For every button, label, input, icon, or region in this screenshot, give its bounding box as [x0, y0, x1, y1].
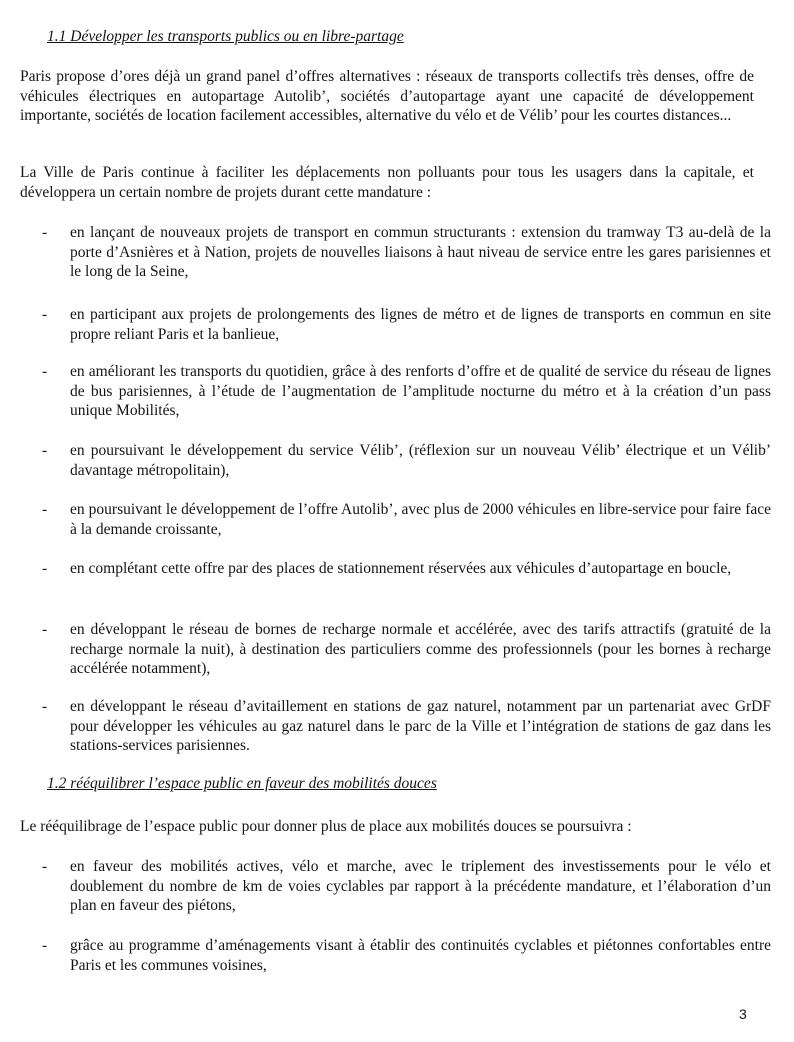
bullet-dash: -: [42, 858, 48, 875]
list-item-text: en développant le réseau de bornes de recharge normale et accélérée, avec des tarifs attractifs (gratuité de la recharge normale la nuit), à destination des particuliers comme des professionnels (pour les bornes à recharge accélérée notamment),: [70, 621, 771, 677]
bullet-dash: -: [42, 224, 48, 241]
list-item-text: en lançant de nouveaux projets de transport en commun structurants : extension du tramway T3 au-delà de la porte d’Asnières et à Nation, projets de nouvelles liaisons à haut niveau de service entre les gares parisiennes et le long de la Seine,: [70, 224, 771, 280]
bullet-dash: -: [42, 363, 48, 380]
intro-paragraph-1: Paris propose d’ores déjà un grand panel d’offres alternatives : réseaux de transports collectifs très denses, offre de véhicules électriques en autopartage Autolib’, sociétés d’autopartage ayant une capacité de développement importante, sociétés de location facilement accessibles, alternative du vélo et de Vélib’ pour les courtes distances...: [20, 68, 754, 124]
list-item-text: en poursuivant le développement du service Vélib’, (réflexion sur un nouveau Vélib’ électrique et un Vélib’ davantage métropolitain),: [70, 442, 771, 479]
section-heading-1-2: 1.2 rééquilibrer l’espace public en faveur des mobilités douces: [47, 775, 437, 792]
list-item-text: en développant le réseau d’avitaillement en stations de gaz naturel, notamment par un partenariat avec GrDF pour développer les véhicules au gaz naturel dans le parc de la Ville et l’intégration de stations de gaz dans les stations-services parisiennes.: [70, 698, 771, 754]
list-item-text: en complétant cette offre par des places de stationnement réservées aux véhicules d’autopartage en boucle,: [70, 560, 732, 577]
section-heading-1-1: 1.1 Développer les transports publics ou en libre-partage: [47, 28, 404, 45]
intro-paragraph-2: La Ville de Paris continue à faciliter les déplacements non polluants pour tous les usagers dans la capitale, et développera un certain nombre de projets durant cette mandature :: [20, 164, 754, 201]
bullet-dash: -: [42, 698, 48, 715]
list-item-text: en faveur des mobilités actives, vélo et marche, avec le triplement des investissements pour le vélo et doublement du nombre de km de voies cyclables par rapport à la précédente mandature, et l’élaboration d’un plan en faveur des piétons,: [70, 858, 771, 914]
bullet-dash: -: [42, 937, 48, 954]
page-number: 3: [739, 1006, 747, 1022]
bullet-dash: -: [42, 501, 48, 518]
list-item-text: en améliorant les transports du quotidien, grâce à des renforts d’offre et de qualité de service du réseau de lignes de bus parisiennes, à l’étude de l’augmentation de l’amplitude nocturne du métro et à la création d’un pass unique Mobilités,: [70, 363, 771, 419]
bullet-dash: -: [42, 621, 48, 638]
list-item-text: grâce au programme d’aménagements visant à établir des continuités cyclables et piétonnes confortables entre Paris et les communes voisines,: [70, 937, 771, 974]
bullet-dash: -: [42, 442, 48, 459]
bullet-dash: -: [42, 560, 48, 577]
bullet-dash: -: [42, 306, 48, 323]
intro-paragraph-3: Le rééquilibrage de l’espace public pour donner plus de place aux mobilités douces se poursuivra :: [20, 818, 632, 835]
list-item-text: en participant aux projets de prolongements des lignes de métro et de lignes de transports en commun en site propre reliant Paris et la banlieue,: [70, 306, 771, 343]
list-item-text: en poursuivant le développement de l’offre Autolib’, avec plus de 2000 véhicules en libre-service pour faire face à la demande croissante,: [70, 501, 771, 538]
